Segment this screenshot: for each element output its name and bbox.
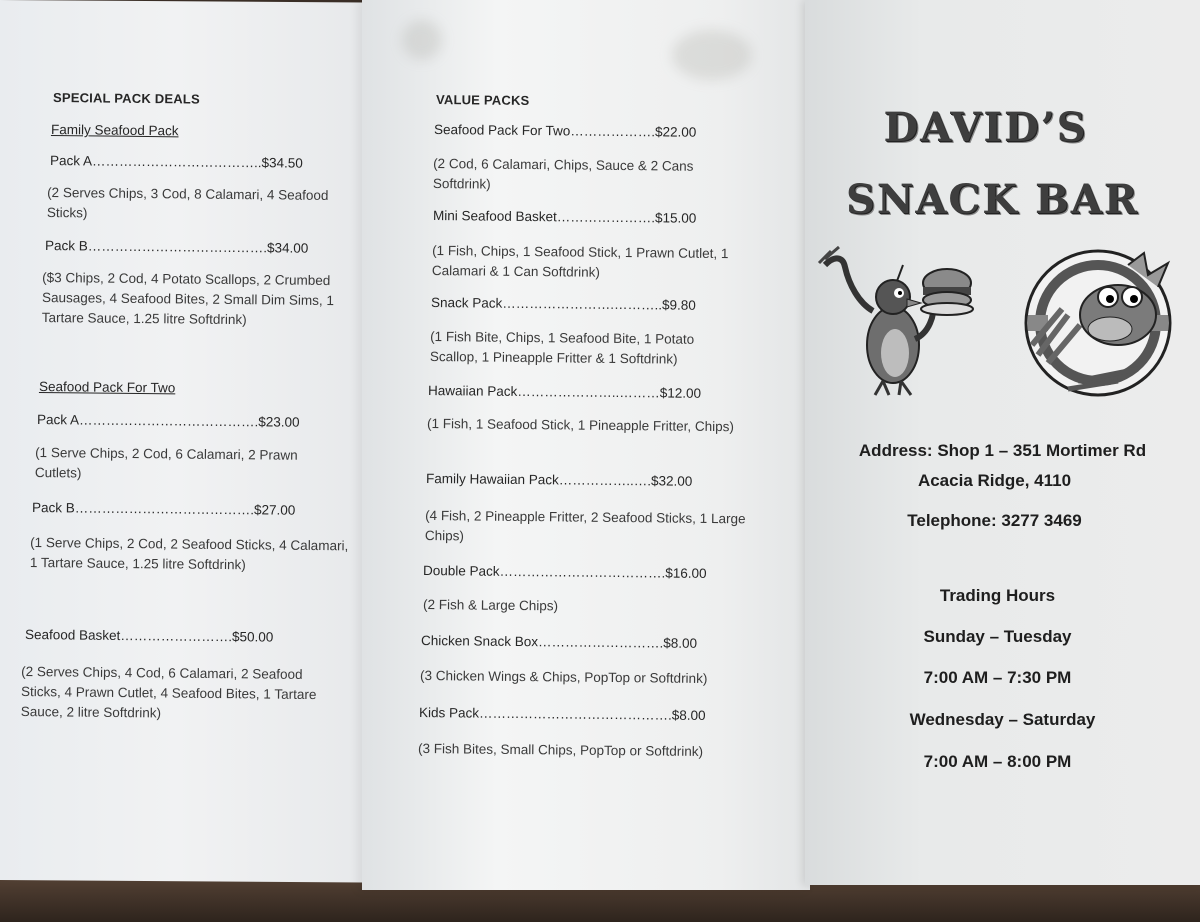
paper-stain — [672, 30, 752, 80]
value-pack-description: (1 Fish, Chips, 1 Seafood Stick, 1 Prawn Cutlet, 1 Calamari & 1 Can Softdrink) — [431, 243, 729, 280]
value-pack-price: Mini Seafood Basket………………….$15.00 — [432, 208, 697, 226]
telephone-number: Telephone: 3277 3469 — [907, 511, 1082, 530]
family-pack-b-price: Pack B………………………………….$34.00 — [44, 238, 309, 256]
value-pack-price: Snack Pack…………………….………..$9.80 — [430, 295, 696, 313]
value-pack-price: Seafood Pack For Two……………….$22.00 — [433, 122, 697, 140]
seafood-basket-price: Seafood Basket…………………….$50.00 — [24, 627, 274, 645]
trading-hours-sun-tue: 7:00 AM – 7:30 PM — [923, 668, 1072, 687]
address-line2: Acacia Ridge, 4110 — [917, 471, 1072, 490]
fish-life-ring-mascot-icon — [1018, 245, 1188, 400]
trading-days-sun-tue: Sunday – Tuesday — [923, 627, 1072, 646]
value-pack-price: Chicken Snack Box……………………….$8.00 — [420, 633, 698, 651]
two-pack-a-price: Pack A………………………………….$23.00 — [36, 412, 300, 430]
value-pack-price: Kids Pack…………………………………….$8.00 — [418, 705, 706, 724]
value-pack-price: Family Hawaiian Pack……………..….$32.00 — [425, 471, 693, 489]
business-name-line2: SNACK BAR — [845, 176, 1140, 223]
family-pack-a-description: (2 Serves Chips, 3 Cod, 8 Calamari, 4 Seafood Sticks) — [46, 185, 329, 221]
two-pack-b-description: (1 Serve Chips, 2 Cod, 2 Seafood Sticks, 4 Calamari, 1 Tartare Sauce, 1.25 litre Softdrink) — [29, 535, 349, 573]
value-pack-description: (4 Fish, 2 Pineapple Fritter, 2 Seafood Sticks, 1 Large Chips) — [424, 508, 746, 544]
value-pack-description: (2 Fish & Large Chips) — [422, 597, 559, 614]
bird-burger-mascot-icon — [815, 245, 995, 405]
family-seafood-pack-title: Family Seafood Pack — [50, 122, 179, 139]
seafood-basket-description: (2 Serves Chips, 4 Cod, 6 Calamari, 2 Seafood Sticks, 4 Prawn Cutlet, 4 Seafood Bites, 1 Tartare Sauce, 2 litre Softdrink) — [20, 664, 317, 721]
value-pack-description: (3 Chicken Wings & Chips, PopTop or Softdrink) — [419, 668, 708, 687]
value-pack-description: (3 Fish Bites, Small Chips, PopTop or Softdrink) — [417, 741, 704, 759]
two-pack-a-description: (1 Serve Chips, 2 Cod, 6 Calamari, 2 Prawn Cutlets) — [34, 445, 298, 481]
trading-days-wed-sat: Wednesday – Saturday — [909, 710, 1096, 729]
family-pack-a-price: Pack A………………………………..$34.50 — [49, 153, 303, 171]
value-pack-description: (1 Fish, 1 Seafood Stick, 1 Pineapple Fritter, Chips) — [426, 416, 734, 435]
paper-stain — [402, 20, 442, 60]
trading-hours-heading: Trading Hours — [939, 586, 1056, 605]
seafood-pack-for-two-title: Seafood Pack For Two — [38, 379, 176, 396]
value-pack-description: (1 Fish Bite, Chips, 1 Seafood Bite, 1 Potato Scallop, 1 Pineapple Fritter & 1 Softdrink) — [429, 329, 695, 367]
value-pack-price: Hawaiian Pack…………………..………$12.00 — [427, 383, 702, 401]
two-pack-b-price: Pack B………………………………….$27.00 — [31, 500, 296, 518]
value-pack-price: Double Pack……………………………….$16.00 — [422, 563, 707, 581]
business-name-line1: DAVID’S — [883, 104, 1088, 151]
value-packs-heading: VALUE PACKS — [435, 92, 530, 108]
special-pack-deals-heading: SPECIAL PACK DEALS — [52, 90, 200, 107]
family-pack-b-description: ($3 Chips, 2 Cod, 4 Potato Scallops, 2 Crumbed Sausages, 4 Seafood Bites, 2 Small Dim Sims, 1 Tartare Sauce, 1.25 litre Softdrink) — [41, 270, 334, 328]
value-pack-description: (2 Cod, 6 Calamari, Chips, Sauce & 2 Cans Softdrink) — [432, 156, 694, 192]
trading-hours-wed-sat: 7:00 AM – 8:00 PM — [923, 752, 1072, 771]
address-line1: Address: Shop 1 – 351 Mortimer Rd — [858, 441, 1147, 460]
